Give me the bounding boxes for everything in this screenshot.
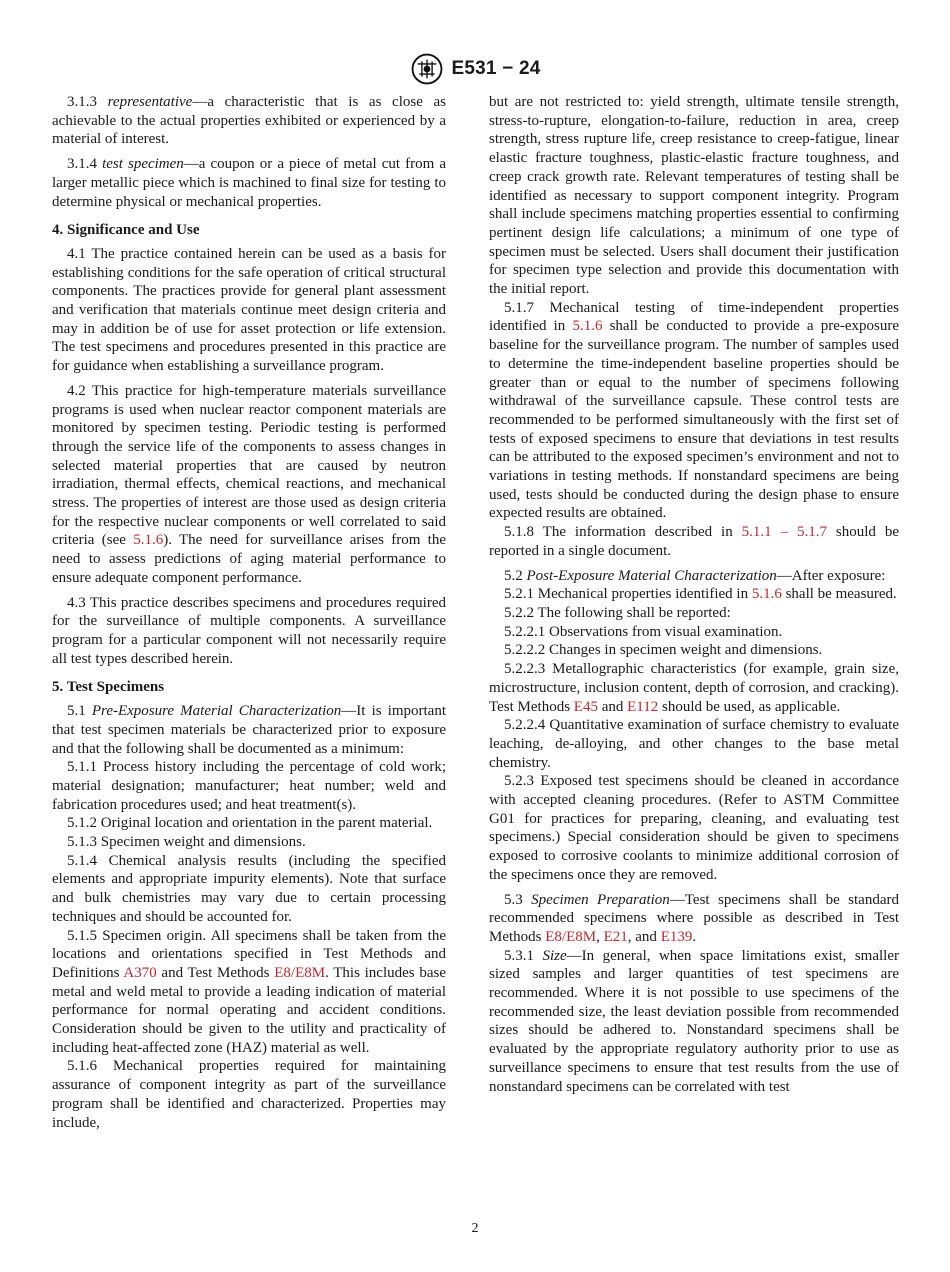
right-column [489, 93, 899, 1096]
paragraph-4-2: 4.2 This practice for high-temperature materials surveillance programs is used when nuclear reactor component materials are monitored by specimen testing. Periodic testing is performed through the service life of the components to assess changes in selected material properties that are caused by neutron irradiation, thermal effects, chemical reactions, and mechanical stress. The properties of interest are those used as design criteria for the respective nuclear components or well correlated to said criteria (see 5.1.6). The need for surveillance arises from the need to assess predictions of aging material performance to ensure adequate component performance. [52, 382, 446, 586]
paragraph-3-1-3: 3.1.3 representative—a characteristic that is as close as achievable to the actual properties exhibited or experienced by a material of interest. [52, 94, 446, 148]
paragraph-4-3: 4.3 This practice describes specimens and procedures required for the surveillance of multiple components. A surveillance program for a particular component will not necessarily require all test types described herein. [52, 594, 446, 667]
paragraph-5-2-3: 5.2.3 Exposed test specimens should be cleaned in accordance with accepted cleaning procedures. (Refer to ASTM Committee G01 for practices for preparing, cleaning, and evaluating test specimens.) Special consideration should be given to specimens exposed to corrosive coolants to minimize additional corrosion of the specimens once they are removed. [489, 773, 899, 883]
paragraph-5-2-2-2: 5.2.2.2 Changes in specimen weight and dimensions. [504, 642, 823, 659]
paragraph-5-2: 5.2 Post-Exposure Material Characterization—After exposure: [504, 567, 886, 584]
ref-link-5-1-6[interactable]: 5.1.6 [572, 318, 603, 335]
paragraph-3-1-4: 3.1.4 test specimen—a coupon or a piece of metal cut from a larger metallic piece which is machined to final size for testing to determine physical or mechanical properties. [52, 156, 447, 210]
paragraph-5-1-5: 5.1.5 Specimen origin. All specimens shall be taken from the locations and orientations specified in Test Methods and Definitions A370 and Test Methods E8/E8M. This includes base metal and weld metal to provide a leading indication of material performance for normal operating and accident conditions. Consideration should be given to the utility and practicality of including heat-affected zone (HAZ) material as well. [52, 927, 446, 1056]
ref-link-e8-e8m[interactable]: E8/E8M [274, 964, 326, 981]
paragraph-5-2-2-3: 5.2.2.3 Metallographic characteristics (for example, grain size, microstructure, inclusion content, depth of corrosion, and cracking). Test Methods E45 and E112 should be used, as applicable. [489, 661, 899, 715]
paragraph-5-1: 5.1 Pre-Exposure Material Characterization—It is important that test specimen materials be characterized prior to exposure and that the following shall be documented as a minimum: [52, 703, 447, 757]
paragraph-5-1-2: 5.1.2 Original location and orientation in the parent material. [67, 815, 433, 832]
ref-link-e21[interactable]: E21 [603, 928, 628, 945]
paragraph-5-2-2-1: 5.2.2.1 Observations from visual examination. [504, 623, 783, 640]
ref-link-e45[interactable]: E45 [573, 698, 598, 715]
paragraph-5-1-1: 5.1.1 Process history including the percentage of cold work; material designation; manufacturer; heat number; weld and fabrication procedures used; and heat treatment(s). [52, 759, 446, 813]
standard-designation: E531 − 24 [451, 58, 541, 79]
ref-link-e139[interactable]: E139 [660, 928, 693, 945]
section-heading-5: 5. Test Specimens [52, 679, 165, 696]
paragraph-5-2-2-4: 5.2.2.4 Quantitative examination of surface chemistry to evaluate leaching, de-alloying, and other changes to the base metal chemistry. [489, 717, 899, 771]
ref-link-5-1-6[interactable]: 5.1.6 [133, 532, 164, 549]
paragraph-5-3-1: 5.3.1 Size—In general, when space limitations exist, smaller sized samples and larger quantities of test specimens are recommended. Where it is not possible to use specimens of the recommended size, the least deviation possible from recommended sizes should be adhered to. Nonstandard specimens shall be evaluated by the appropriate regulatory authority prior to use as surveillance specimens to ensure that test results from the use of nonstandard specimens can be correlated with test [489, 947, 899, 1095]
paragraph-5-1-4: 5.1.4 Chemical analysis results (including the specified elements and appropriate impurity elements). Note that surface and bulk chemistries may vary due to certain processing techniques and should be accounted for. [52, 852, 446, 925]
paragraph-5-1-6: 5.1.6 Mechanical properties required for maintaining assurance of component integrity as part of the surveillance program shall be identified and characterized. Properties may include, [52, 1058, 446, 1131]
astm-logo-icon [410, 52, 444, 86]
paragraph-5-1-7: 5.1.7 Mechanical testing of time-independent properties identified in 5.1.6 shall be conducted to provide a pre-exposure baseline for the surveillance program. The number of samples used to determine the time-independent baseline properties should be greater than or equal to the number of specimens following withdrawal of the surveillance capsule. These control tests are recommended to be performed simultaneously with the first set of tests of exposed specimens to ensure that deviations in test results can be attributed to the exposed specimen’s environment and not to variations in testing methods. If nonstandard specimens are being used, tests should be conducted during the design phase to ensure expected results are obtained. [489, 299, 899, 522]
ref-link-5-1-6[interactable]: 5.1.6 [751, 586, 782, 603]
paragraph-4-1: 4.1 The practice contained herein can be used as a basis for establishing conditions for the safe operation of critical structural components. The practices provide for general plant assessment and verification that materials continue meet design criteria and may in addition be of use for asset protection or life extension. The test specimens and procedures presented in this practice are for guidance when establishing a surveillance program. [52, 245, 446, 375]
paragraph-5-2-2: 5.2.2 The following shall be reported: [504, 604, 731, 621]
ref-link-5-1-1-to-5-1-7[interactable]: 5.1.1 – 5.1.7 [741, 524, 827, 541]
paragraph-5-3: 5.3 Specimen Preparation—Test specimens shall be standard recommended specimens where possible as described in Test Methods E8/E8M, E21, and E139. [489, 891, 899, 945]
page-header [0, 52, 950, 86]
paragraph-5-2-1: 5.2.1 Mechanical properties identified in 5.1.6 shall be measured. [504, 586, 897, 603]
left-column [52, 93, 446, 1132]
paragraph-5-1-3: 5.1.3 Specimen weight and dimensions. [67, 834, 306, 851]
page-number: 2 [471, 1221, 479, 1236]
section-heading-4: 4. Significance and Use [52, 222, 200, 239]
ref-link-a370[interactable]: A370 [123, 964, 157, 981]
ref-link-e112[interactable]: E112 [627, 698, 659, 715]
ref-link-e8-e8m[interactable]: E8/E8M [545, 928, 597, 945]
paragraph-5-1-6-continued: but are not restricted to: yield strength, ultimate tensile strength, stress-to-rupture, elongation-to-failure, reduction in area, creep strength, stress rupture life, creep resistance to creep-fatigue, linear elastic fracture toughness, plastic-elastic fracture toughness, and creep crack growth rate. Relevant temperatures of testing shall be identified as necessary to support component integrity. Program shall include specimens matching properties essential to confirming pertinent design life calculations; a minimum of one type of specimen must be selected. Users shall document their justification for specimen type selection and provide this documentation with the initial report. [489, 94, 899, 298]
paragraph-5-1-8: 5.1.8 The information described in 5.1.1 – 5.1.7 should be reported in a single document. [489, 524, 900, 559]
